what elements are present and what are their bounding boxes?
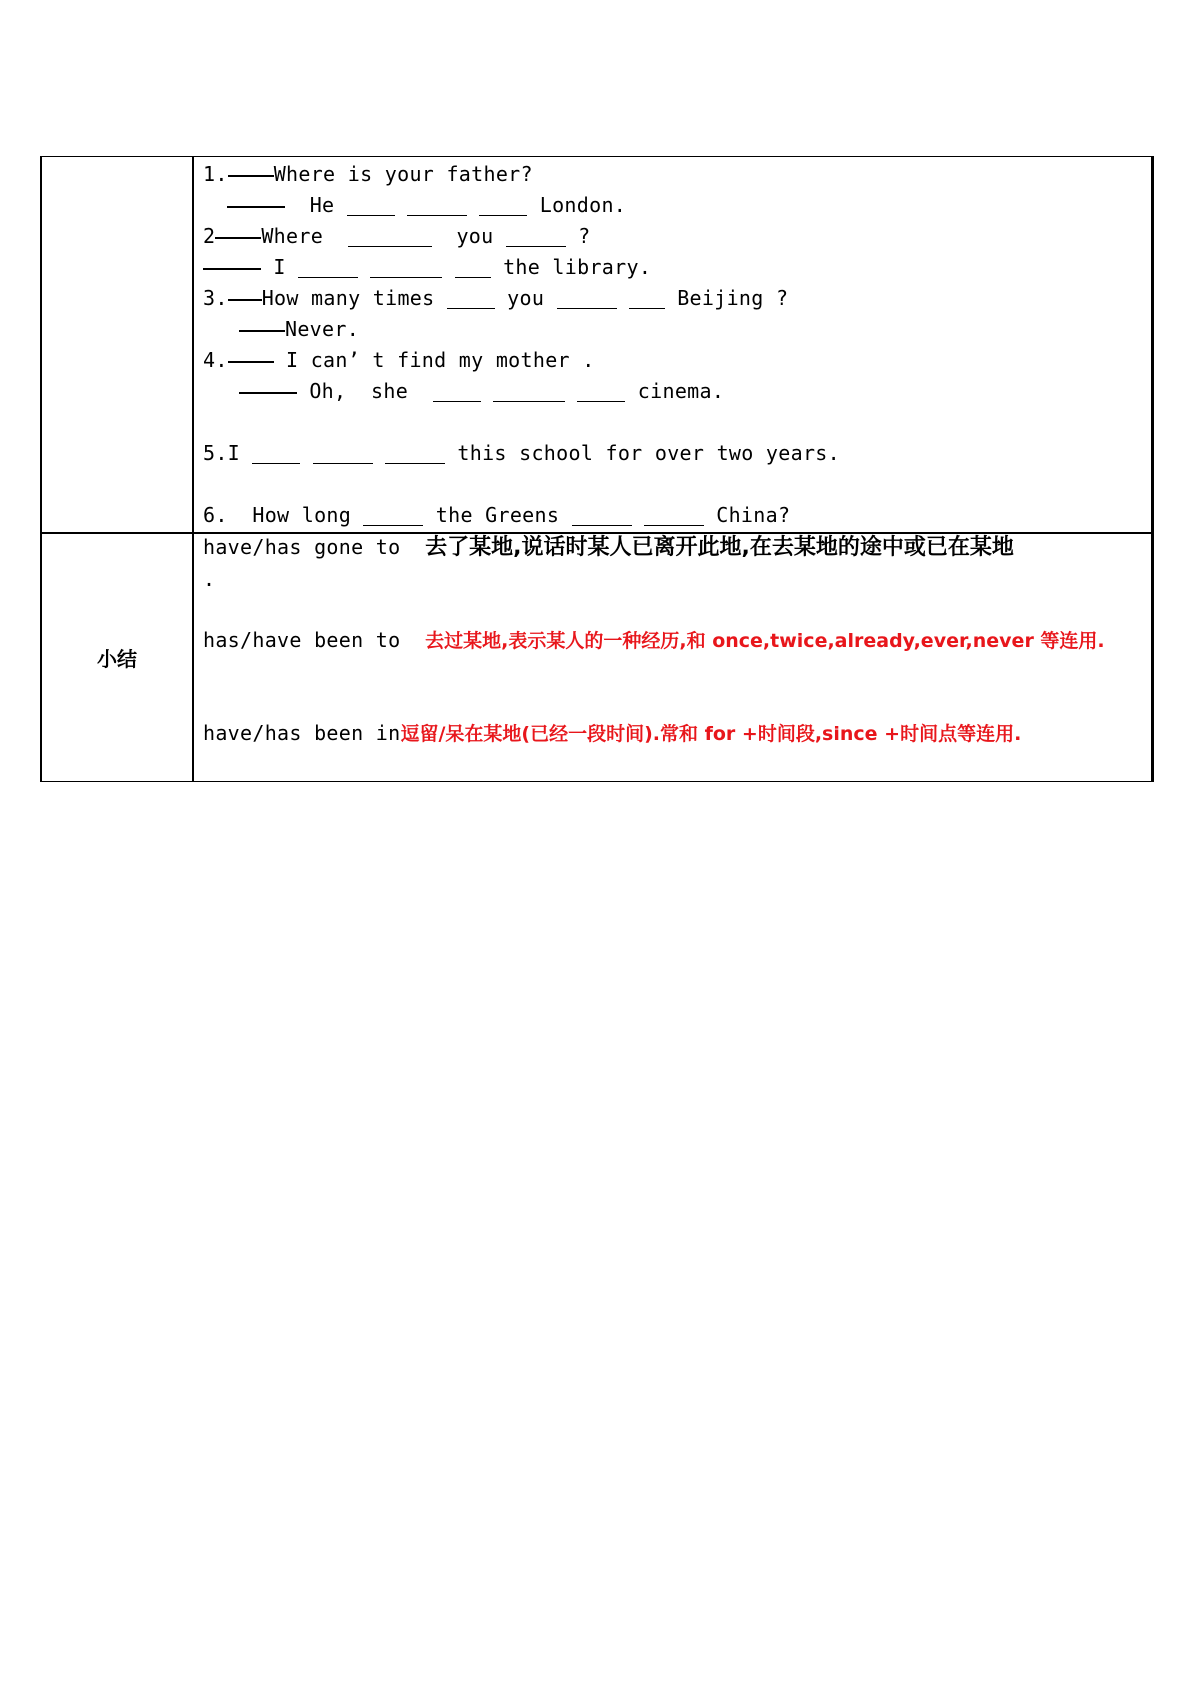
summary-gone-to-dot: .	[203, 567, 216, 591]
blank[interactable]	[577, 383, 625, 402]
blank[interactable]	[572, 507, 632, 526]
blank[interactable]	[433, 383, 481, 402]
blank[interactable]	[298, 259, 358, 278]
column-divider	[192, 157, 194, 781]
blank[interactable]	[506, 228, 566, 247]
blank[interactable]	[407, 197, 467, 216]
blank[interactable]	[629, 290, 665, 309]
blank[interactable]	[313, 445, 373, 464]
exercise-table	[40, 156, 1154, 782]
answer-1: He London.	[227, 192, 626, 218]
blank[interactable]	[455, 259, 491, 278]
answer-3: Never.	[239, 316, 359, 342]
summary-label: 小结	[97, 647, 137, 671]
summary-gone-to: have/has gone to 去了某地,说话时某人已离开此地,在去某地的途中或已在某地	[203, 535, 1014, 560]
blank[interactable]	[370, 259, 442, 278]
summary-been-to: has/have been to 去过某地,表示某人的一种经历,和 once,twice,already,ever,never 等连用.	[203, 628, 1105, 652]
answer-2: I the library.	[203, 254, 651, 280]
question-1: 1. Where is your father?	[203, 162, 533, 186]
blank[interactable]	[644, 507, 704, 526]
blank[interactable]	[363, 507, 423, 526]
blank[interactable]	[348, 228, 432, 247]
blank[interactable]	[252, 445, 300, 464]
question-6: 6. How long the Greens China?	[203, 503, 791, 527]
question-4: 4. I can’ t find my mother .	[203, 348, 595, 372]
answer-4: Oh, she cinema.	[239, 378, 724, 404]
blank[interactable]	[447, 290, 495, 309]
question-3: 3. How many times you Beijing ?	[203, 286, 789, 310]
blank[interactable]	[479, 197, 527, 216]
summary-been-in: have/has been in逗留/呆在某地(已经一段时间).常和 for +时间段,since +时间点等连用.	[203, 721, 1022, 745]
blank[interactable]	[557, 290, 617, 309]
question-2: 2 Where you ?	[203, 224, 591, 248]
question-5: 5.I this school for over two years.	[203, 441, 840, 465]
blank[interactable]	[493, 383, 565, 402]
blank[interactable]	[347, 197, 395, 216]
blank[interactable]	[385, 445, 445, 464]
